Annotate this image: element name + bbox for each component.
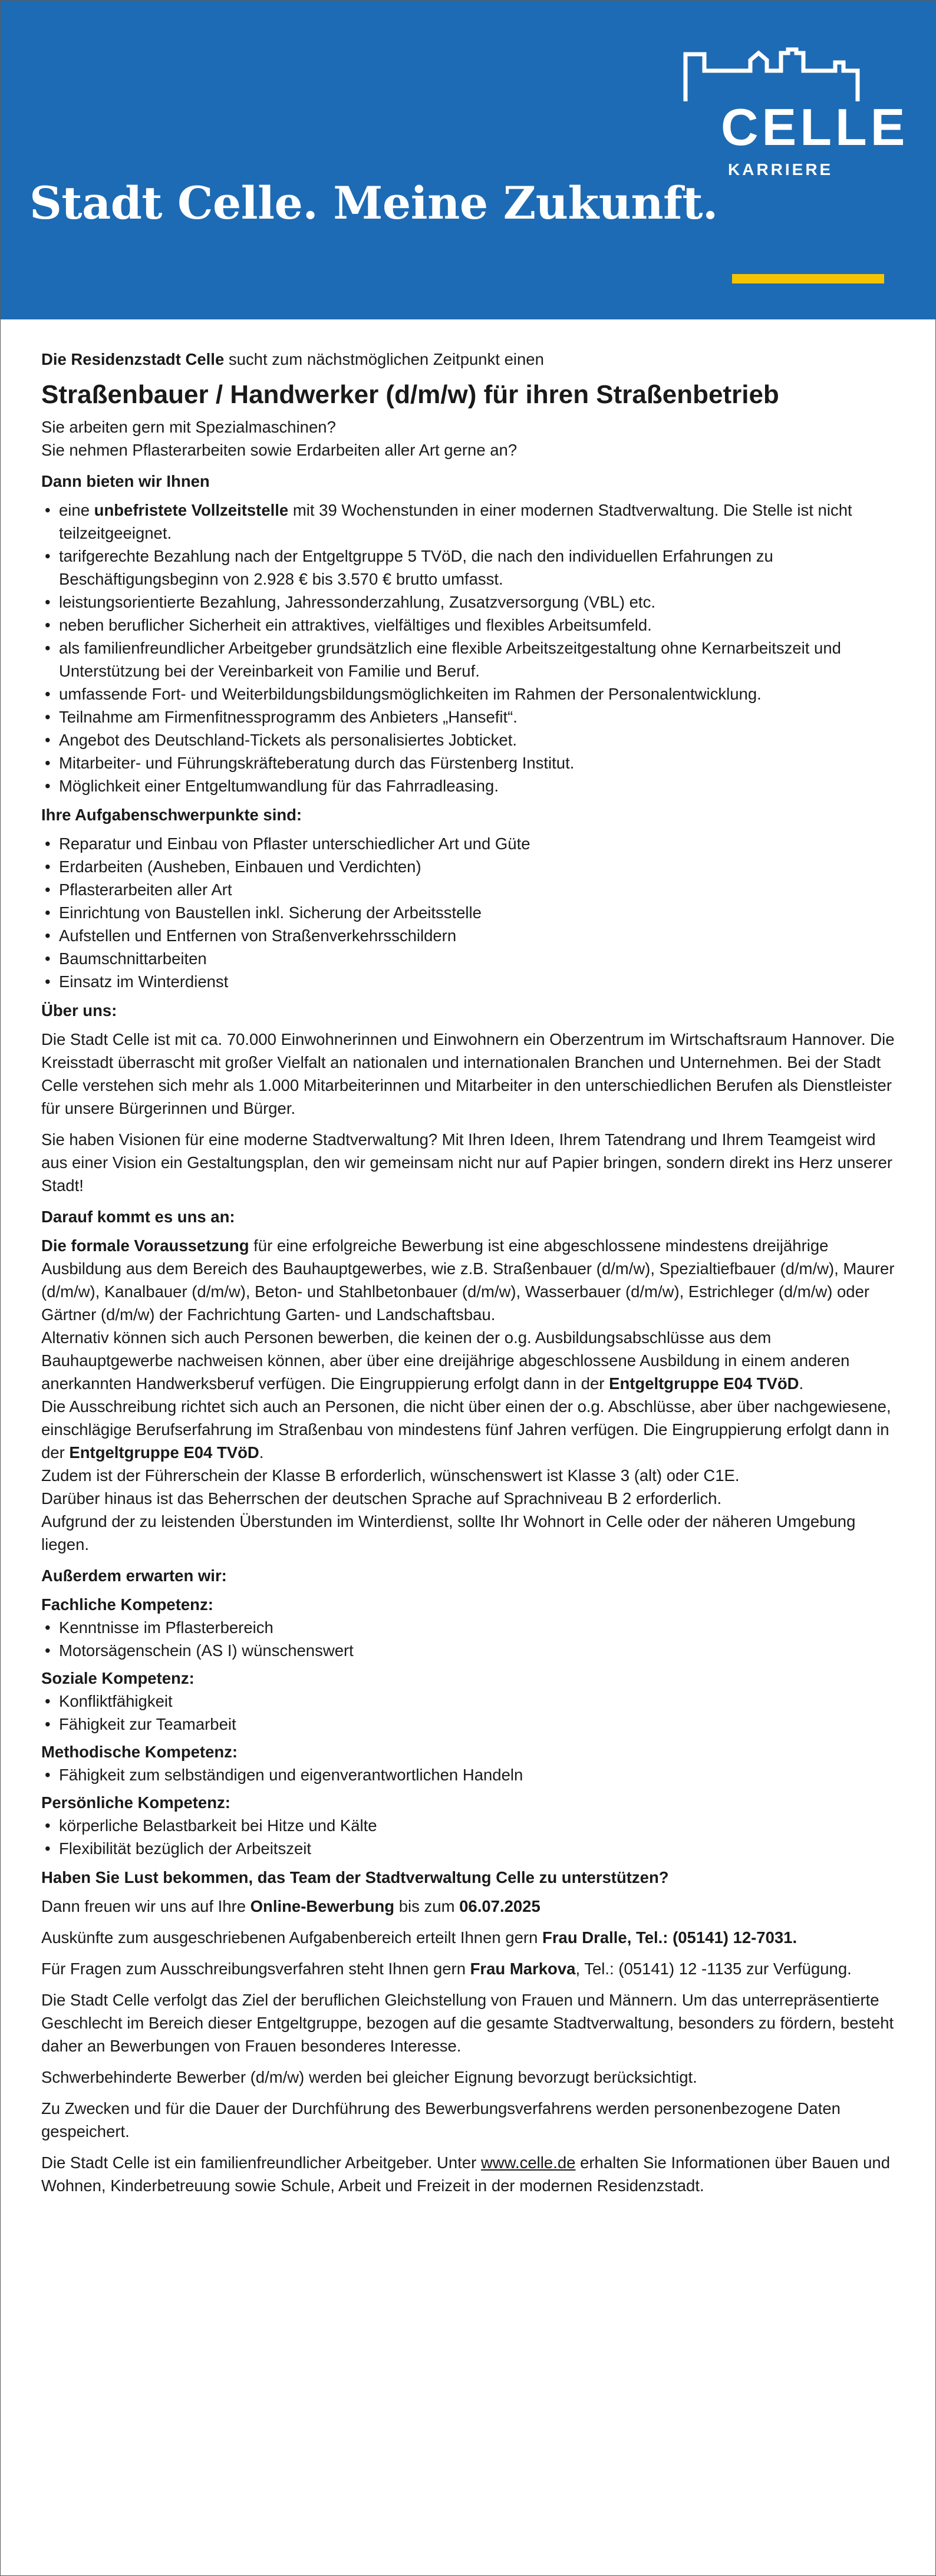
- competence-title-technical: Fachliche Kompetenz:: [41, 1595, 213, 1614]
- offer-heading: Dann bieten wir Ihnen: [41, 472, 210, 490]
- requirements-formal: Die formale Voraussetzung für eine erfolgreiche Bewerbung ist eine abgeschlossene mindestens dreijährige Ausbildung aus dem Bereich des Bauhauptgewerbes, wie z.B. Straßenbauer (d/m/w), Spezialtiefbauer (d/m/w), Maurer (d/m/w), Kanalbauer (d/m/w), Beton- und Stahlbetonbauer (d/m/w), Wasserbauer (d/m/w), Estrichleger (d/m/w) oder Gärtner (d/m/w) der Fachrichtung Garten- und Landschaftsbau.: [41, 1236, 895, 1324]
- intro-line: [41, 348, 895, 371]
- list-item: • Aufstellen und Entfernen von Straßenverkehrsschildern: [41, 924, 895, 947]
- tasks-heading: Ihre Aufgabenschwerpunkte sind:: [41, 806, 302, 824]
- list-item: • leistungsorientierte Bezahlung, Jahressonderzahlung, Zusatzversorgung (VBL) etc.: [41, 591, 895, 614]
- requirements-alternative: Alternativ können sich auch Personen bewerben, die keinen der o.g. Ausbildungsabschlüsse aus dem Bauhauptgewerbe nachweisen können, aber über eine dreijährige abgeschlossene Ausbildung in einem anderen anerkannten Handwerksberuf verfügen. Die Eingruppierung erfolgt dann in der Entgeltgruppe E04 TVöD.: [41, 1328, 850, 1393]
- accent-bar: [732, 274, 884, 283]
- disability-statement: Schwerbehinderte Bewerber (d/m/w) werden bei gleicher Eignung bevorzugt berücksichtigt.: [41, 2068, 697, 2086]
- list-item: • Kenntnisse im Pflasterbereich: [41, 1616, 895, 1639]
- competence-list-personal: [41, 1814, 895, 1860]
- equality-statement: Die Stadt Celle verfolgt das Ziel der beruflichen Gleichstellung von Frauen und Männern. Um das unterrepräsentierte Geschlecht im Bereich dieser Entgeltgruppe, bezogen auf die gesamte Stadtverwaltung, besonders zu fördern, besteht daher an Bewerbungen von Frauen besonderes Interesse.: [41, 1991, 894, 2055]
- job-title: Straßenbauer / Handwerker (d/m/w) für ihren Straßenbetrieb: [41, 380, 779, 409]
- requirements-heading: Darauf kommt es uns an:: [41, 1208, 235, 1226]
- privacy-statement: Zu Zwecken und für die Dauer der Durchführung des Bewerbungsverfahrens werden personenbezogene Daten gespeichert.: [41, 2099, 841, 2140]
- list-item: • Konfliktfähigkeit: [41, 1690, 895, 1713]
- about-paragraph-1: Die Stadt Celle ist mit ca. 70.000 Einwohnerinnen und Einwohnern ein Oberzentrum im Wirtschaftsraum Hannover. Die Kreisstadt überrascht mit großer Vielfalt an nationalen und internationalen Branchen und Unternehmen. Bei der Stadt Celle verstehen sich mehr als 1.000 Mitarbeiterinnen und Mitarbeiter in den unterschiedlichen Berufen als Dienstleister für unsere Bürgerinnen und Bürger.: [41, 1030, 895, 1117]
- deadline-date: 06.07.2025: [459, 1897, 540, 1915]
- contact-info: Auskünfte zum ausgeschriebenen Aufgabenbereich erteilt Ihnen gern Frau Dralle, Tel.: (05141) 12-7031.: [41, 1928, 797, 1947]
- list-item: • Reparatur und Einbau von Pflaster unterschiedlicher Art und Güte: [41, 832, 895, 855]
- list-item: • Erdarbeiten (Ausheben, Einbauen und Verdichten): [41, 855, 895, 878]
- org-name: Die Residenzstadt Celle: [41, 350, 225, 368]
- celle-karriere-logo: [681, 47, 909, 189]
- requirements-residence: Aufgrund der zu leistenden Überstunden im Winterdienst, sollte Ihr Wohnort in Celle oder der näheren Umgebung liegen.: [41, 1512, 856, 1553]
- tasks-list: [41, 832, 895, 993]
- competence-title-methodical: Methodische Kompetenz:: [41, 1743, 238, 1761]
- posting-content: [41, 348, 895, 2205]
- competence-list-social: [41, 1690, 895, 1736]
- list-item: • körperliche Belastbarkeit bei Hitze und Kälte: [41, 1814, 895, 1837]
- about-heading: Über uns:: [41, 1001, 117, 1020]
- list-item: • Baumschnittarbeiten: [41, 947, 895, 970]
- question-2: Sie nehmen Pflasterarbeiten sowie Erdarbeiten aller Art gerne an?: [41, 441, 518, 459]
- list-item: • Fähigkeit zur Teamarbeit: [41, 1713, 895, 1736]
- requirements-license: Zudem ist der Führerschein der Klasse B erforderlich, wünschenswert ist Klasse 3 (alt) oder C1E.: [41, 1466, 740, 1485]
- list-item: • Einsatz im Winterdienst: [41, 970, 895, 993]
- competence-title-personal: Persönliche Kompetenz:: [41, 1793, 230, 1812]
- list-item: • Pflasterarbeiten aller Art: [41, 878, 895, 901]
- list-item: • Möglichkeit einer Entgeltumwandlung für das Fahrradleasing.: [41, 774, 895, 797]
- closing-question: Haben Sie Lust bekommen, das Team der Stadtverwaltung Celle zu unterstützen?: [41, 1868, 669, 1886]
- list-item: • Mitarbeiter- und Führungskräfteberatung durch das Fürstenberg Institut.: [41, 751, 895, 774]
- list-item: • Teilnahme am Firmenfitnessprogramm des Anbieters „Hansefit“.: [41, 705, 895, 728]
- list-item: • als familienfreundlicher Arbeitgeber grundsätzlich eine flexible Arbeitszeitgestaltung ohne Kernarbeitszeit und Unterstützung bei der Vereinbarkeit von Familie und Beruf.: [41, 636, 895, 682]
- requirements-language: Darüber hinaus ist das Beherrschen der deutschen Sprache auf Sprachniveau B 2 erforderlich.: [41, 1489, 722, 1508]
- expectations-heading: Außerdem erwarten wir:: [41, 1566, 227, 1585]
- celle-website-link[interactable]: www.celle.de: [480, 2153, 576, 2172]
- offer-list: [41, 499, 895, 797]
- header-banner: [0, 0, 936, 319]
- family-statement: Die Stadt Celle ist ein familienfreundlicher Arbeitgeber. Unter www.celle.de erhalten Sie Informationen über Bauen und Wohnen, Kinderbetreuung sowie Schule, Arbeit und Freizeit in der modernen Residenzstadt.: [41, 2153, 891, 2195]
- about-paragraph-2: Sie haben Visionen für eine moderne Stadtverwaltung? Mit Ihren Ideen, Ihrem Tatendrang und Ihrem Teamgeist wird aus einer Vision ein Gestaltungsplan, den wir gemeinsam nicht nur auf Papier bringen, sondern direkt ins Herz unserer Stadt!: [41, 1130, 893, 1195]
- contact-procedure: Für Fragen zum Ausschreibungsverfahren steht Ihnen gern Frau Markova, Tel.: (05141) 12 -1135 zur Verfügung.: [41, 1960, 852, 1978]
- list-item: • tarifgerechte Bezahlung nach der Entgeltgruppe 5 TVöD, die nach den individuellen Erfahrungen zu Beschäftigungsbeginn von 2.928 € bis 3.570 € brutto umfasst.: [41, 545, 895, 591]
- list-item: • eine unbefristete Vollzeitstelle mit 39 Wochenstunden in einer modernen Stadtverwaltung. Die Stelle ist nicht teilzeitgeeignet.: [41, 499, 895, 545]
- list-item: • Motorsägenschein (AS I) wünschenswert: [41, 1639, 895, 1662]
- list-item: • Flexibilität bezüglich der Arbeitszeit: [41, 1837, 895, 1860]
- question-1: Sie arbeiten gern mit Spezialmaschinen?: [41, 418, 336, 436]
- intro-text: sucht zum nächstmöglichen Zeitpunkt einen: [224, 350, 544, 368]
- list-item: • Fähigkeit zum selbständigen und eigenverantwortlichen Handeln: [41, 1763, 895, 1786]
- competence-list-methodical: [41, 1763, 895, 1786]
- logo-wordmark: CELLE: [721, 98, 909, 156]
- list-item: • Angebot des Deutschland-Tickets als personalisiertes Jobticket.: [41, 728, 895, 751]
- apply-deadline: Dann freuen wir uns auf Ihre Online-Bewerbung bis zum 06.07.2025: [41, 1897, 540, 1915]
- logo-subtitle: KARRIERE: [728, 160, 833, 179]
- list-item: • neben beruflicher Sicherheit ein attraktives, vielfältiges und flexibles Arbeitsumfeld.: [41, 614, 895, 636]
- list-item: • Einrichtung von Baustellen inkl. Sicherung der Arbeitsstelle: [41, 901, 895, 924]
- city-skyline-icon: [681, 47, 893, 103]
- competence-title-social: Soziale Kompetenz:: [41, 1669, 195, 1687]
- list-item: • umfassende Fort- und Weiterbildungsbildungsmöglichkeiten im Rahmen der Personalentwicklung.: [41, 682, 895, 705]
- competence-list-technical: [41, 1616, 895, 1662]
- requirements-experience: Die Ausschreibung richtet sich auch an Personen, die nicht über einen der o.g. Abschlüsse, aber über nachgewiesene, einschlägige Berufserfahrung im Straßenbau von mindestens fünf Jahren verfügen. Die Eingruppierung erfolgt dann in der Entgeltgruppe E04 TVöD.: [41, 1397, 891, 1462]
- slogan: Stadt Celle. Meine Zukunft.: [29, 177, 718, 229]
